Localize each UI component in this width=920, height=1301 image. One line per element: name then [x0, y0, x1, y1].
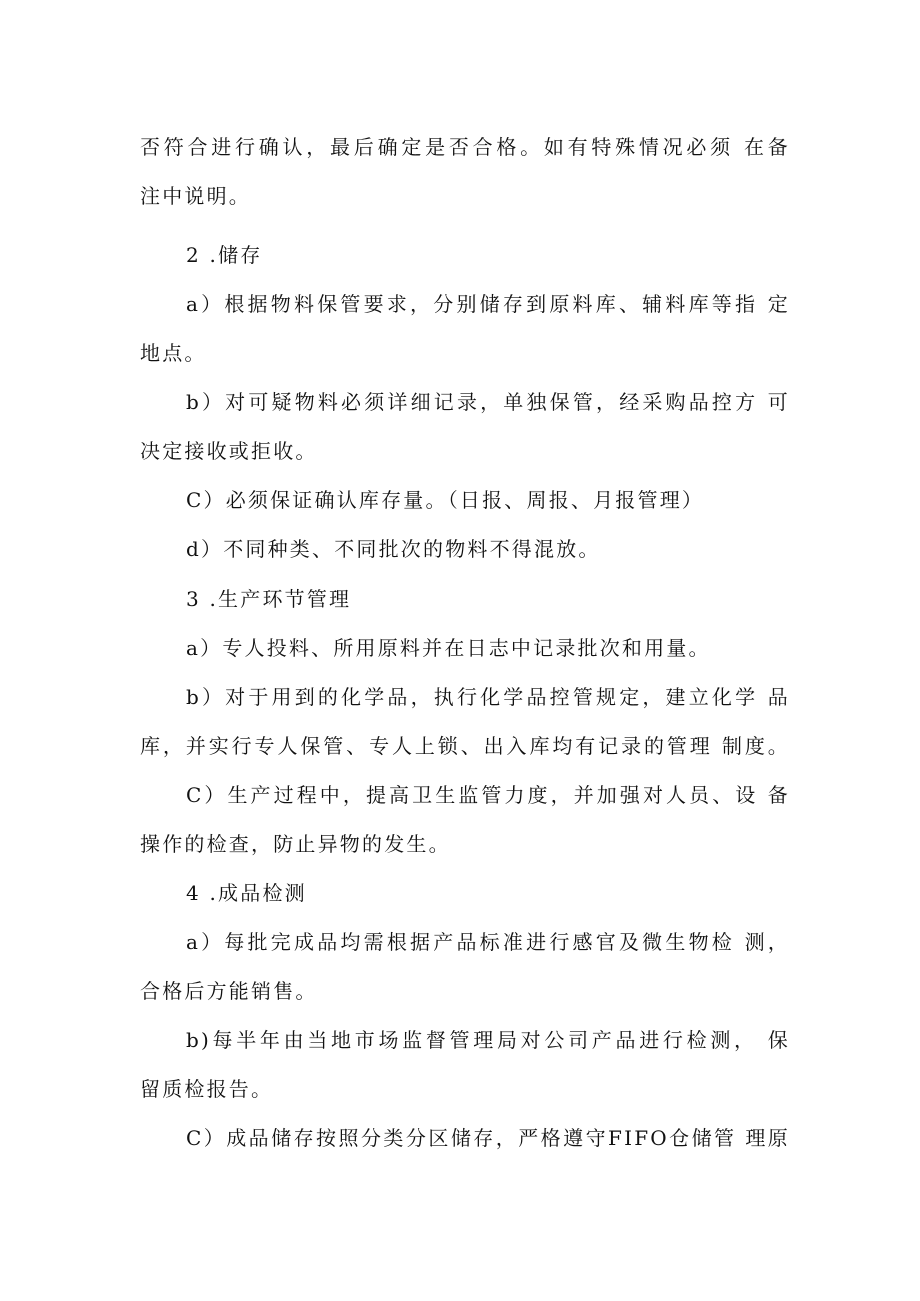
text-line: C）成品储存按照分类分区储存，严格遵守FIFO仓储管 理原 [186, 1126, 790, 1150]
text-line: 库，并实行专人保管、专人上锁、出入库均有记录的管理 制度。 [140, 734, 790, 758]
text-line: 留质检报告。 [140, 1077, 274, 1101]
text-line: a）根据物料保管要求，分别储存到原料库、辅料库等指 定 [186, 292, 790, 316]
text-line: C）必须保证确认库存量。（日报、周报、月报管理） [186, 488, 705, 512]
text-line: d）不同种类、不同批次的物料不得混放。 [186, 537, 601, 561]
text-line: b)每半年由当地市场监督管理局对公司产品进行检测， 保 [186, 1028, 790, 1052]
text-line: 操作的检查，防止异物的发生。 [140, 832, 451, 856]
text-line: 合格后方能销售。 [140, 979, 318, 1003]
text-line: C）生产过程中，提高卫生监管力度，并加强对人员、设 备 [186, 783, 790, 807]
text-line: b）对可疑物料必须详细记录，单独保管，经采购品控方 可 [186, 390, 790, 414]
text-line: a）每批完成品均需根据产品标准进行感官及微生物检 测， [186, 930, 790, 954]
section-heading-production: 3 .生产环节管理 [186, 587, 352, 611]
text-line: a）专人投料、所用原料并在日志中记录批次和用量。 [186, 636, 711, 660]
section-heading-storage: 2 .储存 [186, 243, 263, 267]
text-line: 否符合进行确认，最后确定是否合格。如有特殊情况必须 在备 [140, 135, 790, 159]
section-heading-product-testing: 4 .成品检测 [186, 881, 307, 905]
text-line: 决定接收或拒收。 [140, 439, 318, 463]
text-line: b）对于用到的化学品，执行化学品控管规定，建立化学 品 [186, 685, 790, 709]
text-line: 注中说明。 [140, 184, 251, 208]
text-line: 地点。 [140, 341, 207, 365]
